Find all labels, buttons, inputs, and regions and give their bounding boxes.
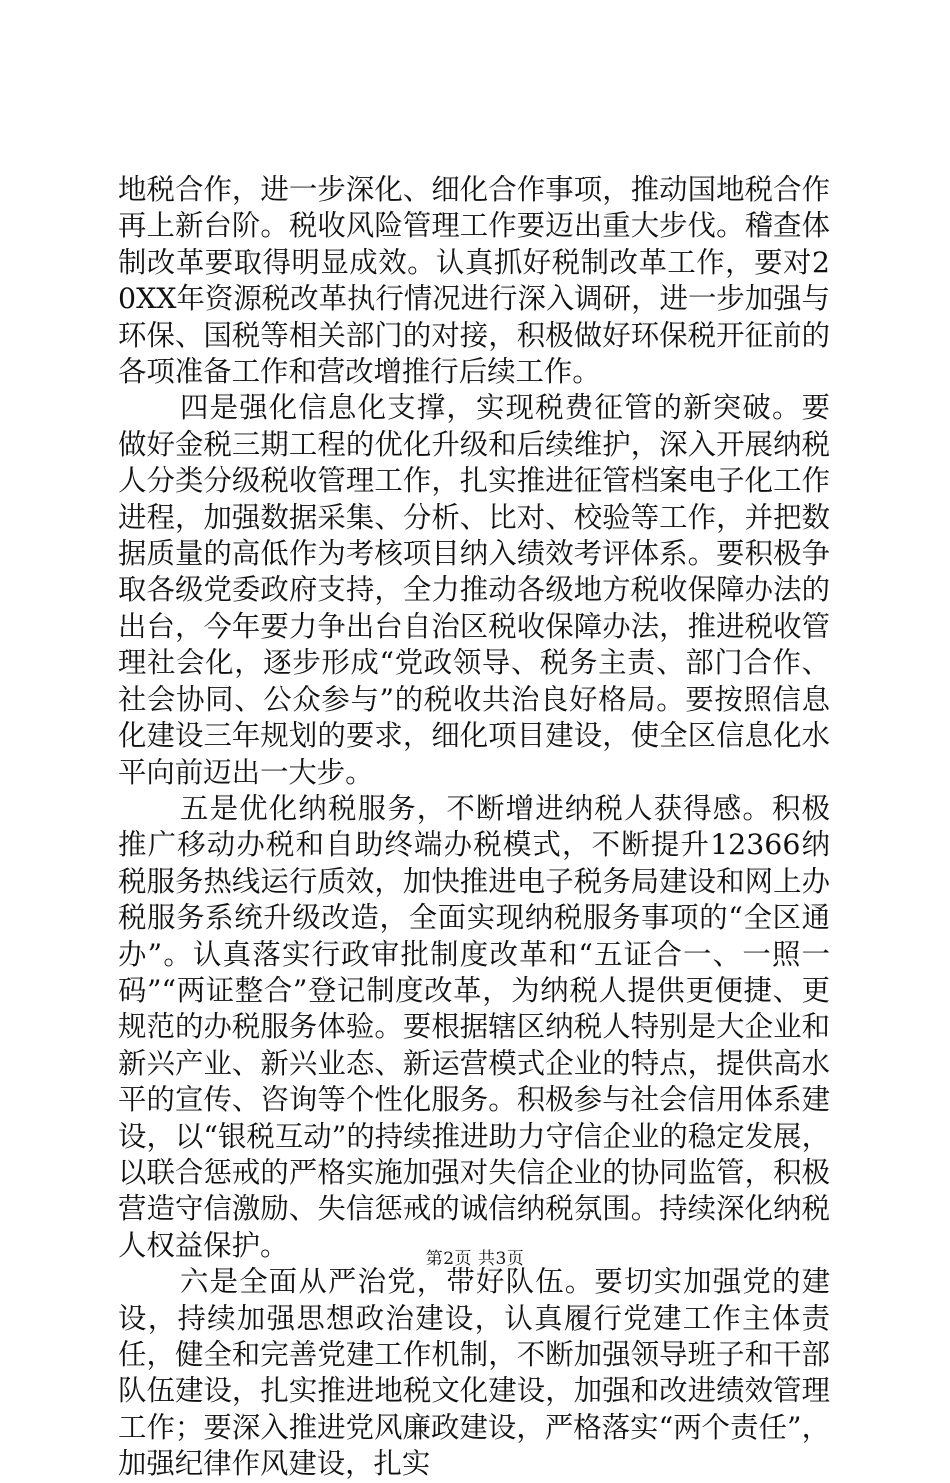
paragraph-2: 四是强化信息化支撑，实现税费征管的新突破。要做好金税三期工程的优化升级和后续维护，深入开展纳税人分类分级税收管理工作，扎实推进征管档案电子化工作进程，加强数据采集、分析、比对、校验等工作，并把数据质量的高低作为考核项目纳入绩效考评体系。要积极争取各级党委政府支持，全力推动各级地方税收保障办法的出台，今年要力争出台自治区税收保障办法，推进税收管理社会化，逐步形成“党政领导、税务主责、部门合作、社会协同、公众参与”的税收共治良好格局。要按照信息化建设三年规划的要求，细化项目建设，使全区信息化水平向前迈出一大步。: [118, 391, 830, 789]
paragraph-1: 地税合作，进一步深化、细化合作事项，推动国地税合作再上新台阶。税收风险管理工作要迈出重大步伐。稽查体制改革要取得明显成效。认真抓好税制改革工作，要对20XX年资源税改革执行情况进行深入调研，进一步加强与环保、国税等相关部门的对接，积极做好环保税开征前的各项准备工作和营改增推行后续工作。: [118, 173, 830, 389]
page-number-footer: 第2页 共3页: [425, 1249, 525, 1269]
document-body: [118, 172, 830, 1483]
paragraph-4: 六是全面从严治党，带好队伍。要切实加强党的建设，持续加强思想政治建设，认真履行党建工作主体责任，健全和完善党建工作机制，不断加强领导班子和干部队伍建设，扎实推进地税文化建设，加强和改进绩效管理工作；要深入推进党风廉政建设，严格落实“两个责任”，加强纪律作风建设，扎实: [118, 1265, 830, 1481]
paragraph-3: 五是优化纳税服务，不断增进纳税人获得感。积极推广移动办税和自助终端办税模式，不断提升12366纳税服务热线运行质效，加快推进电子税务局建设和网上办税服务系统升级改造，全面实现纳税服务事项的“全区通办”。认真落实行政审批制度改革和“五证合一、一照一码”“两证整合”登记制度改革，为纳税人提供更便捷、更规范的办税服务体验。要根据辖区纳税人特别是大企业和新兴产业、新兴业态、新运营模式企业的特点，提供高水平的宣传、咨询等个性化服务。积极参与社会信用体系建设，以“银税互动”的持续推进助力守信企业的稳定发展，以联合惩戒的严格实施加强对失信企业的协同监管，积极营造守信激励、失信惩戒的诚信纳税氛围。持续深化纳税人权益保护。: [118, 791, 830, 1262]
